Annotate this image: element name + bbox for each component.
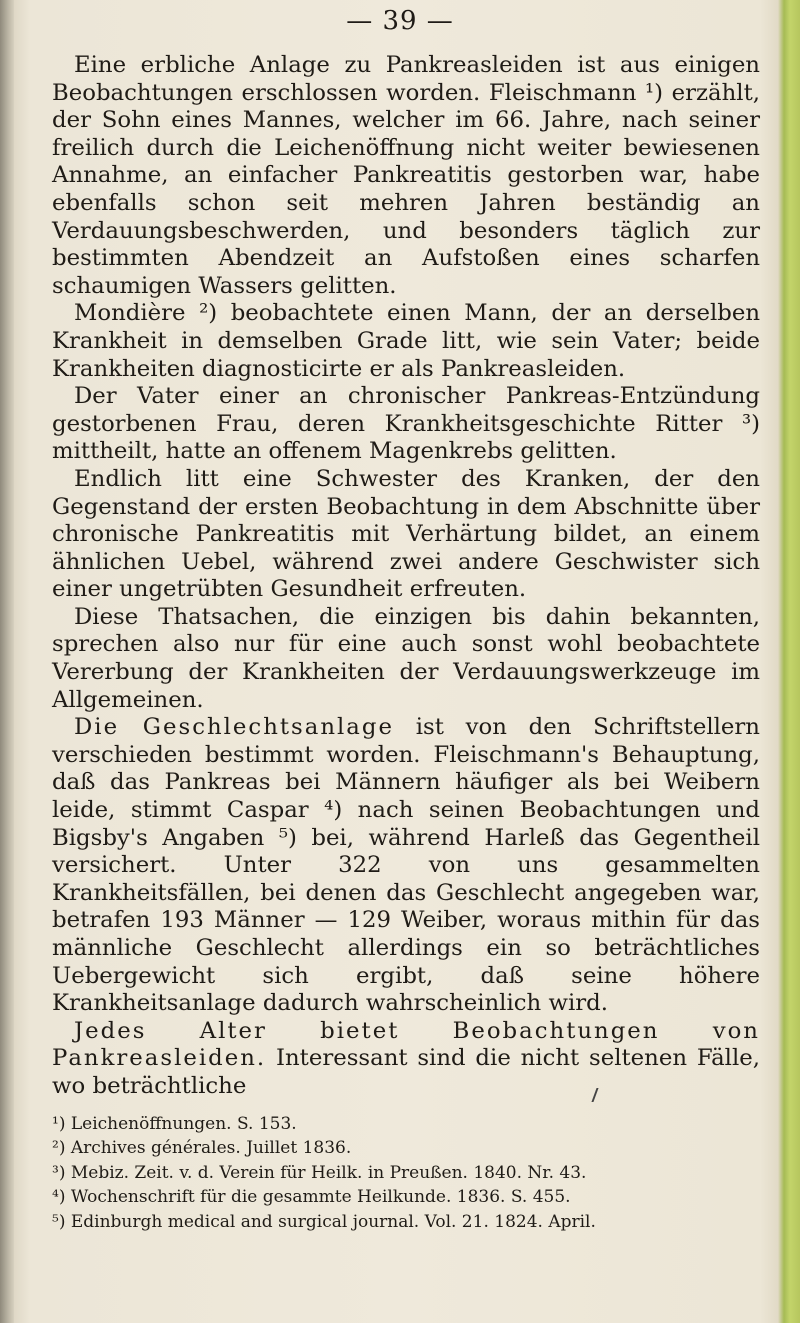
body-text <box>52 52 760 1101</box>
paragraph-4: Endlich litt eine Schwester des Kranken, der den Gegenstand der ersten Beobachtung in dem Abschnitte über chronische Pankreatitis mit Verhärtung bildet, an einem ähnlichen Uebel, während zwei andere Geschwister sich einer ungetrübten Gesundheit erfreuten. <box>52 465 760 603</box>
spaced-heading-alter: Jedes Alter bietet Beobachtungen von Pankreasleiden. <box>52 1017 760 1072</box>
footnote-2: ²) Archives générales. Juillet 1836. <box>52 1138 352 1159</box>
paragraph-3: Der Vater einer an chronischer Pankreas-Entzündung gestorbenen Frau, deren Krankheitsgeschichte Ritter ³) mittheilt, hatte an offenem Magenkrebs gelitten. <box>52 383 760 465</box>
paragraph-2: Mondière ²) beobachtete einen Mann, der an derselben Krankheit in demselben Grade litt, wie sein Vater; beide Krankheiten diagnosticirte er als Pankreasleiden. <box>52 300 760 382</box>
paragraph-7-text: Interessant sind die nicht seltenen Fälle, wo beträchtliche <box>52 1045 760 1099</box>
page-edge-strip <box>778 0 800 1323</box>
paragraph-5: Diese Thatsachen, die einzigen bis dahin bekannten, sprechen also nur für eine auch sonst wohl beobachtete Vererbung der Krankheiten der Verdauungswerkzeuge im Allgemeinen. <box>52 603 760 713</box>
paragraph-1: Eine erbliche Anlage zu Pankreasleiden ist aus einigen Beobachtungen erschlossen worden. Fleischmann ¹) erzählt, der Sohn eines Mannes, welcher im 66. Jahre, nach seiner freilich durch die Leichenöffnung nicht weiter bewiesenen Annahme, an einfacher Pankreatitis gestorben war, habe ebenfalls schon seit mehren Jahren beständig an Verdauungsbeschwerden, und besonders täglich zur bestimmten Abendzeit an Aufstoßen eines scharfen schaumigen Wassers gelitten. <box>52 52 760 299</box>
paragraph-6-text: ist von den Schriftstellern verschieden bestimmt worden. Fleischmann's Behauptung, daß das Pankreas bei Männern häufiger als bei Weibern leide, stimmt Caspar ⁴) nach seinen Beobachtungen und Bigsby's Angaben ⁵) bei, während Harleß das Gegentheil versichert. Unter 322 von uns gesammelten Krankheitsfällen, bei denen das Geschlecht angegeben war, betrafen 193 Männer — 129 Weiber, woraus mithin für das männliche Geschlecht allerdings ein so beträchtliches Uebergewicht sich ergibt, daß seine höhere Krankheitsanlage dadurch wahrscheinlich wird. <box>52 714 760 1017</box>
footnote-4: ⁴) Wochenschrift für die gesammte Heilkunde. 1836. S. 455. <box>52 1187 571 1208</box>
page-binding-shadow <box>0 0 14 1323</box>
footnote-3: ³) Mebiz. Zeit. v. d. Verein für Heilk. in Preußen. 1840. Nr. 43. <box>52 1162 587 1183</box>
paragraph-6 <box>52 714 760 1018</box>
spaced-heading-geschlecht: Die Geschlechtsanlage <box>74 714 394 741</box>
footnote-1: ¹) Leichenöffnungen. S. 153. <box>52 1114 297 1134</box>
page-number: — 39 — <box>346 6 454 36</box>
paragraph-7 <box>52 1018 760 1101</box>
footnotes <box>52 1112 760 1234</box>
footnote-5: ⁵) Edinburgh medical and surgical journal. Vol. 21. 1824. April. <box>52 1211 596 1232</box>
